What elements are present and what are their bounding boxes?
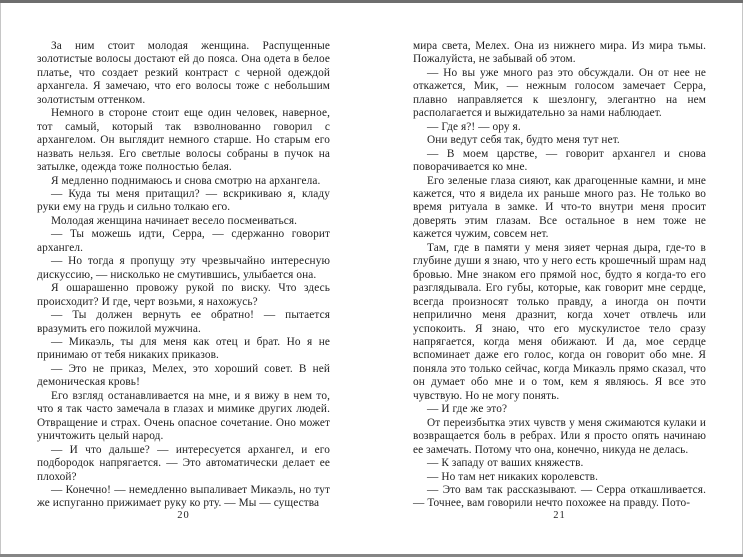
paragraph: — Конечно! — немедленно выпаливает Микаэль, но тут же испуганно прижимает руку ко рту. — Мы — существа [37,483,330,510]
paragraph: — Где я?! — ору я. [427,120,521,133]
paragraph: — К западу от ваших княжеств. [427,457,584,470]
paragraph: Немного в стороне стоит еще один человек, наверное, тот самый, который так взволнованно говорил с архангелом. Он выглядит немного старше. Но старым его назвать нельзя. Его светлые волосы собраны в пучок на затылке, одежда тоже полностью белая. [37,107,330,174]
frame-bottom-border [0,554,743,557]
paragraph: — Это вам так рассказывают. — Серра откашливается. — Точнее, вам говорили нечто похожее на правду. Пото- [413,483,706,510]
paragraph: — Микаэль, ты для меня как отец и брат. Но я не принимаю от тебя никаких приказов. [37,335,330,362]
page-left [37,40,330,535]
paragraph: мира света, Мелех. Она из нижнего мира. Из мира тьмы. Пожалуйста, не забывай об этом. [413,40,706,66]
paragraph: — Ты можешь идти, Серра, — сдержанно говорит архангел. [37,228,330,254]
paragraph: Его взгляд останавливается на мне, и я вижу в нем то, что я так часто замечала в глазах и мимике других людей. Отвращение и страх. Очень опасное сочетание. Оно может уничтожить целый народ. [37,389,330,443]
paragraph: Я медленно поднимаюсь и снова смотрю на архангела. [51,174,321,187]
page-right-text [413,40,706,511]
paragraph: За ним стоит молодая женщина. Распущенные золотистые волосы достают ей до пояса. Она одета в белое платье, что создает резкий контраст с черной одеждой архангела. Я замечаю, что его волосы тоже с небольшим золотистым оттенком. [37,40,330,106]
paragraph: — Но тогда я пропущу эту чрезвычайно интересную дискуссию, — нисколько не смутившись, улыбается она. [37,255,330,281]
paragraph: — Куда ты меня притащил? — вскрикиваю я, кладу руки ему на грудь и сильно толкаю его. [37,187,330,214]
paragraph: Там, где в памяти у меня зияет черная дыра, где-то в глубине души я знаю, что у него есть крошечный шрам над бровью. Мне знаком его прямой нос, будто я когда-то его разглядывала. Его губы, которые, как говорит мне сердце, всегда произносят только правду, а иногда он почти неприлично меня дразнит, когда хочет отвлечь или успокоить. Я знаю, что его мускулистое тело сразу напрягается, когда меня обижают. И да, мое сердце вспоминает даже его голос, когда он говорит обо мне. Я поняла это только сейчас, когда Микаэль прямо сказал, что он думает обо мне и о том, кем я являюсь. Я все это чувствую. Но не могу понять. [413,241,706,402]
paragraph: — И где же это? [427,403,508,416]
paragraph: Молодая женщина начинает весело посмеиваться. [51,214,298,227]
paragraph: — Но там нет никаких королевств. [427,470,599,483]
paragraph: — В моем царстве, — говорит архангел и снова поворачивается ко мне. [413,147,706,174]
paragraph: — Это не приказ, Мелех, это хороший совет. В ней демоническая кровь! [37,362,330,389]
paragraph: Они ведут себя так, будто меня тут нет. [427,134,620,147]
paragraph: — Но вы уже много раз это обсуждали. Он от нее не откажется, Мик, — нежным голосом замечает Серра, плавно направляется к шезлонгу, элегантно на нем располагается и выжидательно за нами наблюдает. [413,66,706,120]
page-number-left: 20 [177,510,190,521]
paragraph: — Ты должен вернуть ее обратно! — пытается вразумить его пожилой мужчина. [37,309,330,335]
page-right [413,40,706,535]
page-number-right: 21 [553,510,566,521]
paragraph: — И что дальше? — интересуется архангел, и его подбородок напрягается. — Это автоматически делает ее плохой? [37,443,330,483]
page-left-text [37,40,330,511]
paragraph: Я ошарашенно провожу рукой по виску. Что здесь происходит? И где, черт возьми, я нахожусь? [37,282,330,308]
paragraph: От переизбытка этих чувств у меня сжимаются кулаки и возвращается боль в ребрах. Или я просто опять начинаю ее замечать. Потому что она, конечно, никуда не делась. [413,416,706,456]
frame-top-border [0,0,743,3]
frame-left-border [0,3,1,554]
paragraph: Его зеленые глаза сияют, как драгоценные камни, и мне кажется, что я видела их раньше много раз. Не только во время ритуала в замке. И что-то внутри меня просит доверять этим глазам. Все остальное в нем тоже не кажется чужим, совсем нет. [413,174,706,241]
